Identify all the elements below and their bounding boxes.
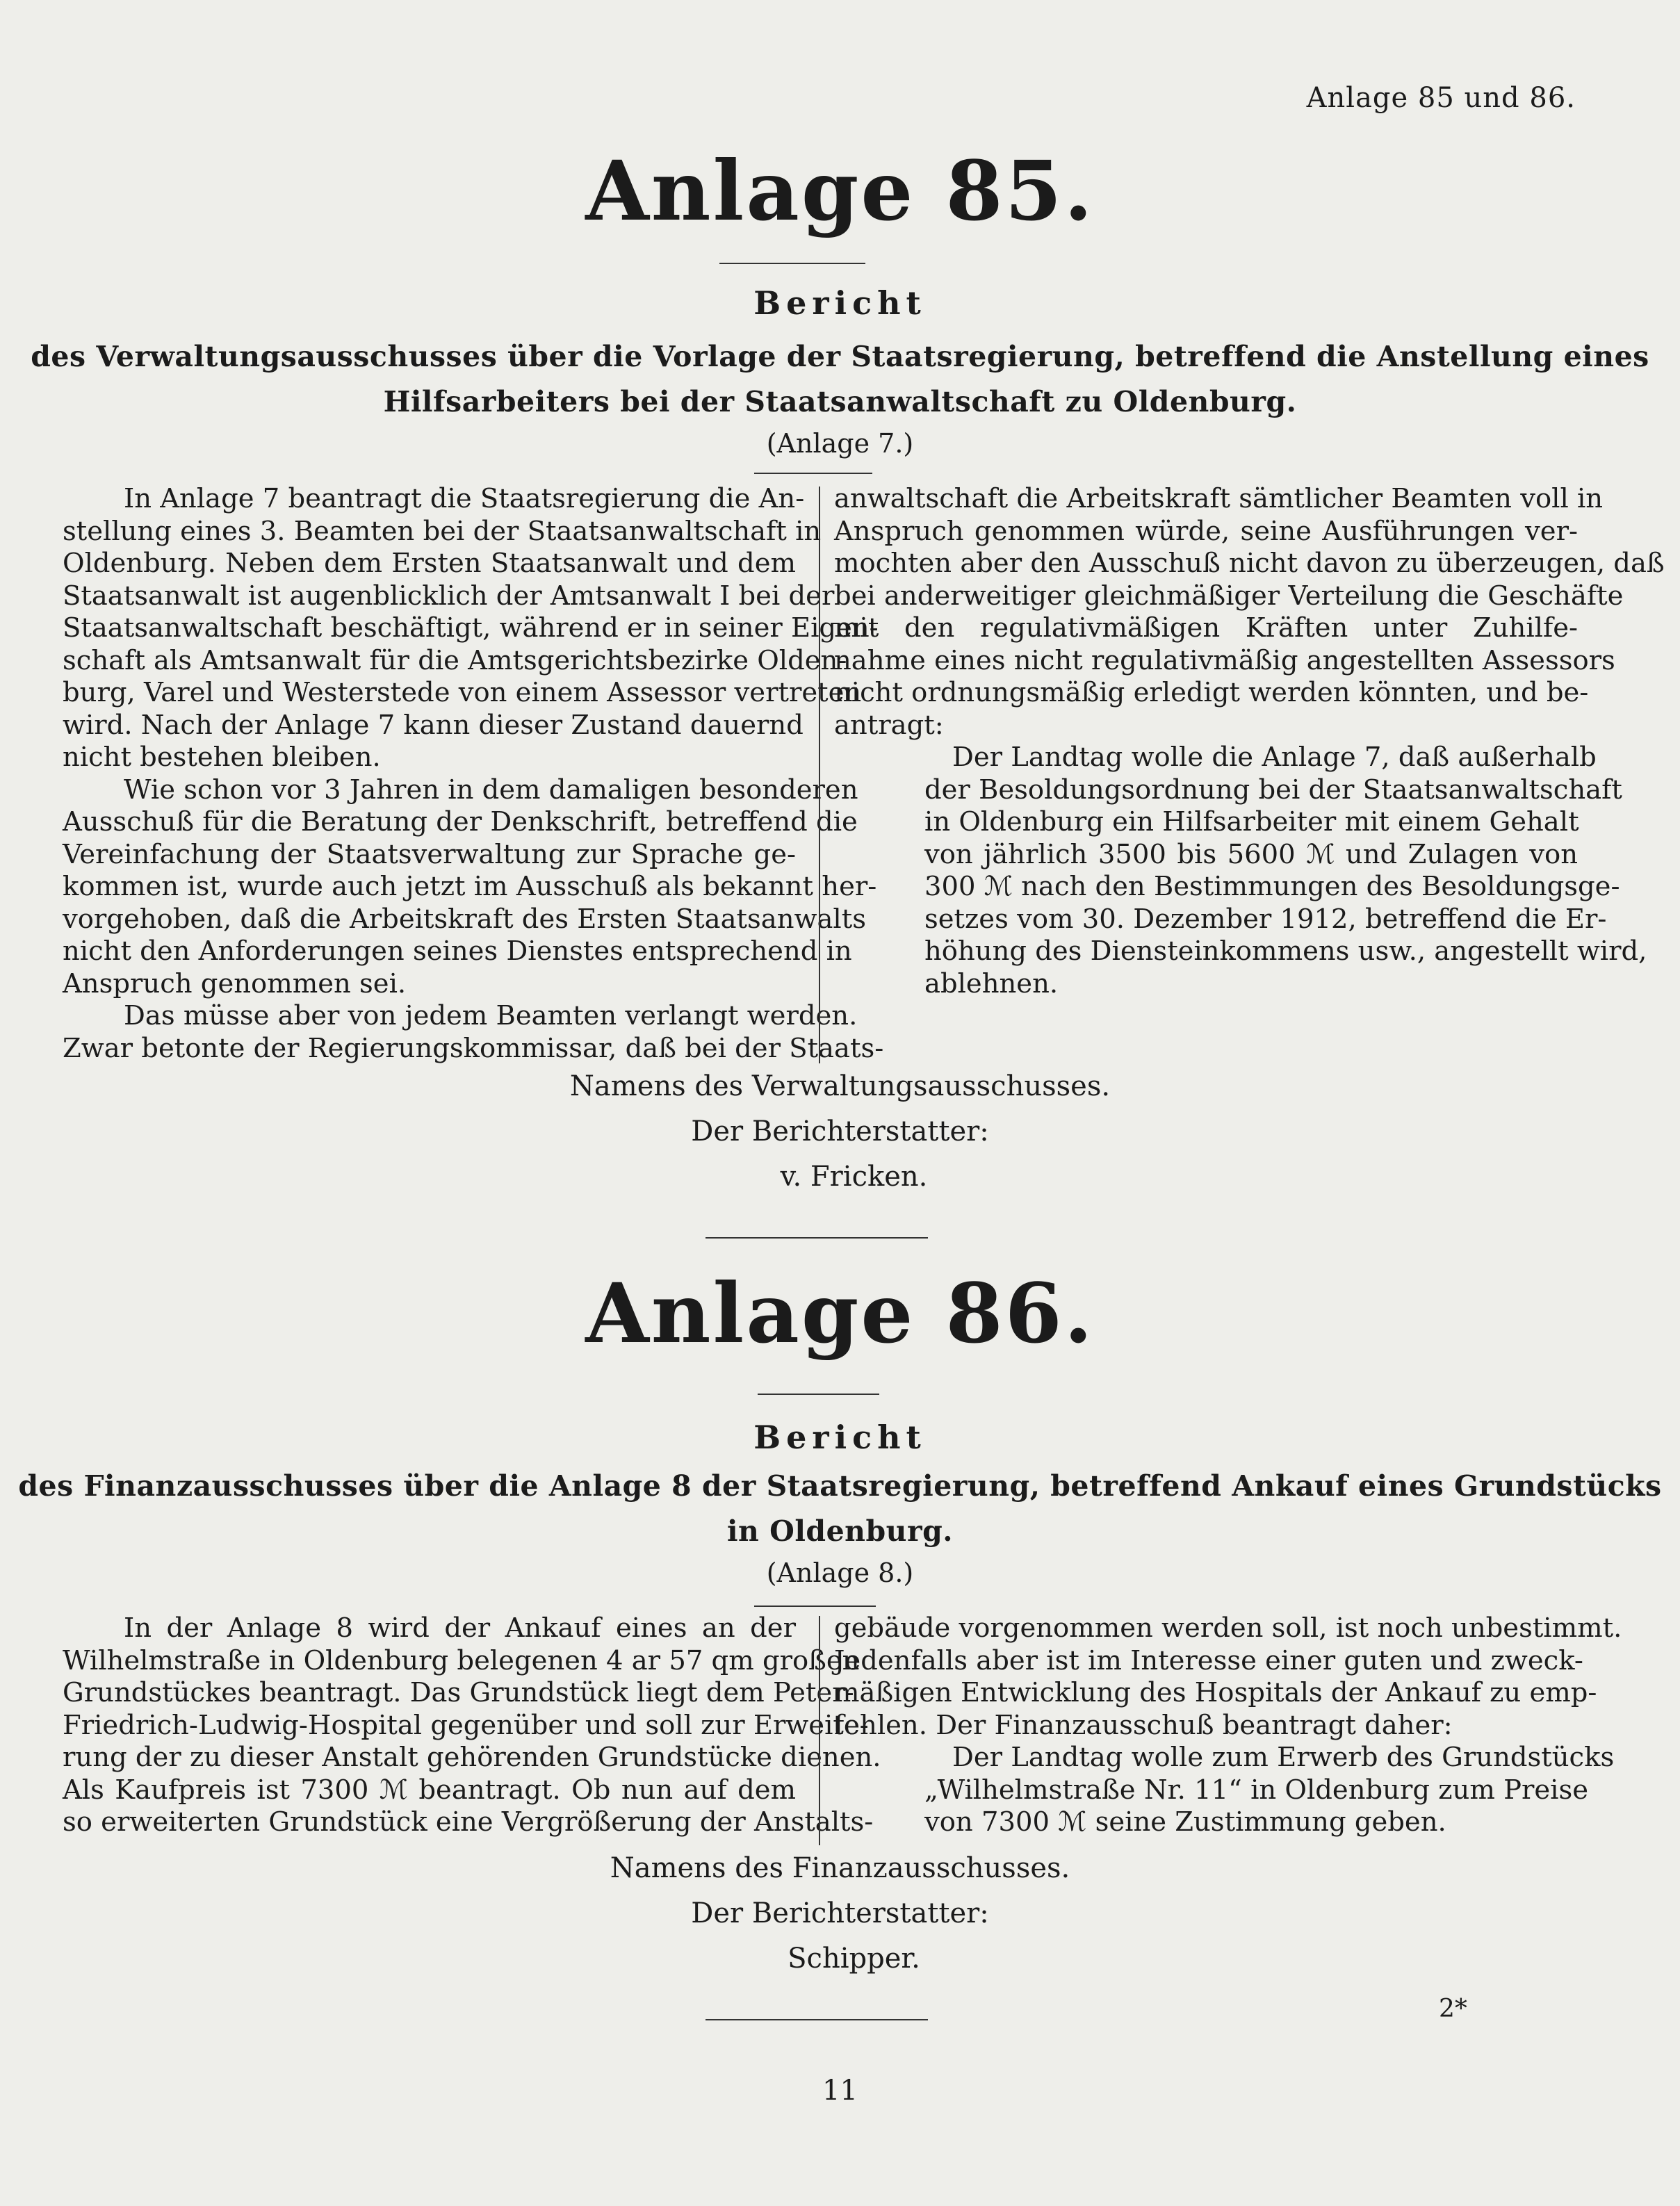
paragraph-line: so erweiterten Grundstück eine Vergrößerung der Anstalts- xyxy=(63,1806,874,1838)
paragraph-line: Ausschuß für die Beratung der Denkschrift, betreffend die xyxy=(63,806,858,838)
paragraph-line: In Anlage 7 beantragt die Staatsregierung die An- xyxy=(124,483,805,514)
anlage-85-subject-line-1: des Verwaltungsausschusses über die Vorlage der Staatsregierung, betreffend die Anstellung eines xyxy=(31,340,1649,373)
paragraph-line: burg, Varel und Westerstede von einem Assessor vertreten xyxy=(63,677,862,708)
anlage-86-bericht-heading: Bericht xyxy=(753,1419,927,1456)
paragraph-line: nicht ordnungsmäßig erledigt werden könnten, und be- xyxy=(834,677,1589,708)
paragraph-line: kommen ist, wurde auch jetzt im Ausschuß als bekannt her- xyxy=(63,871,877,902)
running-head: Anlage 85 und 86. xyxy=(1306,82,1576,114)
paragraph-line: Wie schon vor 3 Jahren in dem damaligen besonderen xyxy=(124,774,858,806)
reference-rule xyxy=(754,473,872,474)
motion-line: höhung des Diensteinkommens usw., angestellt wird, xyxy=(924,935,1647,967)
paragraph-line: Anspruch genommen würde, seine Ausführungen ver- xyxy=(834,515,1578,547)
paragraph-line: rung der zu dieser Anstalt gehörenden Grundstücke dienen. xyxy=(63,1742,881,1773)
paragraph-line: bei anderweitiger gleichmäßiger Verteilung die Geschäfte xyxy=(834,580,1624,612)
anlage-86-signature-on-behalf: Namens des Finanzausschusses. xyxy=(610,1852,1070,1884)
motion-line: von jährlich 3500 bis 5600 ℳ und Zulagen von xyxy=(924,838,1578,870)
motion-line: Der Landtag wolle die Anlage 7, daß außerhalb xyxy=(952,742,1597,773)
paragraph-line: Vereinfachung der Staatsverwaltung zur Sprache ge- xyxy=(63,838,796,870)
anlage-86-motion xyxy=(834,1742,1615,1839)
anlage-86-subject-line-1: des Finanzausschusses über die Anlage 8 der Staatsregierung, betreffend Ankauf eines Grundstücks xyxy=(18,1469,1662,1503)
paragraph-line: mäßigen Entwicklung des Hospitals der Ankauf zu emp- xyxy=(834,1677,1597,1708)
motion-line: ablehnen. xyxy=(924,967,1059,999)
paragraph-line: Oldenburg. Neben dem Ersten Staatsanwalt und dem xyxy=(63,548,796,579)
title-rule xyxy=(719,263,865,264)
paragraph-line: fehlen. Der Finanzausschuß beantragt daher: xyxy=(834,1709,1453,1741)
paragraph-line: stellung eines 3. Beamten bei der Staatsanwaltschaft in xyxy=(63,515,822,547)
paragraph-line: anwaltschaft die Arbeitskraft sämtlicher Beamten voll in xyxy=(834,483,1604,514)
paragraph-line: vorgehoben, daß die Arbeitskraft des Ersten Staatsanwalts xyxy=(63,903,866,935)
paragraph-line: Grundstückes beantragt. Das Grundstück liegt dem Peter- xyxy=(63,1677,854,1708)
paragraph-line: gebäude vorgenommen werden soll, ist noch unbestimmt. xyxy=(834,1612,1622,1644)
paragraph-line: nahme eines nicht regulativmäßig angestellten Assessors xyxy=(834,644,1615,676)
paragraph-line: antragt: xyxy=(834,709,944,741)
anlage-85-signature-on-behalf: Namens des Verwaltungsausschusses. xyxy=(569,1070,1111,1102)
anlage-86-left-column xyxy=(63,1612,881,1839)
anlage-85-motion xyxy=(834,742,1647,1000)
anlage-86-signature-role: Der Berichterstatter: xyxy=(691,1897,989,1929)
anlage-85-bericht-heading: Bericht xyxy=(753,284,927,322)
printer-signature-mark: 2* xyxy=(1439,1995,1467,2023)
motion-line: von 7300 ℳ seine Zustimmung geben. xyxy=(924,1806,1446,1838)
paragraph-line: Das müsse aber von jedem Beamten verlangt werden. xyxy=(124,1000,858,1031)
title-rule xyxy=(758,1394,879,1395)
paragraph-line: mochten aber den Ausschuß nicht davon zu überzeugen, daß xyxy=(834,548,1665,579)
paragraph-line: nicht bestehen bleiben. xyxy=(63,742,381,773)
paragraph-line: mit den regulativmäßigen Kräften unter Zuhilfe- xyxy=(834,612,1578,644)
motion-line: Der Landtag wolle zum Erwerb des Grundstücks xyxy=(952,1742,1615,1773)
section-separator-rule xyxy=(706,1237,928,1239)
paragraph-line: Zwar betonte der Regierungskommissar, daß bei der Staats- xyxy=(63,1032,884,1064)
anlage-85-left-column xyxy=(63,483,884,1065)
anlage-86-signature-name: Schipper. xyxy=(788,1943,920,1975)
paragraph-line: Jedenfalls aber ist im Interesse einer guten und zweck- xyxy=(834,1644,1583,1676)
paragraph-line: nicht den Anforderungen seines Dienstes entsprechend in xyxy=(63,935,852,967)
paragraph-line: wird. Nach der Anlage 7 kann dieser Zustand dauernd xyxy=(63,709,804,741)
paragraph-line: Staatsanwalt ist augenblicklich der Amtsanwalt I bei der xyxy=(63,580,835,612)
paragraph-line: Anspruch genommen sei. xyxy=(63,967,407,999)
anlage-86-reference: (Anlage 8.) xyxy=(766,1558,914,1588)
paragraph-line: In der Anlage 8 wird der Ankauf eines an der xyxy=(124,1612,796,1644)
anlage-85-reference: (Anlage 7.) xyxy=(766,428,914,459)
page-number: 11 xyxy=(822,2075,858,2107)
anlage-86-subject-line-2: in Oldenburg. xyxy=(726,1514,954,1548)
anlage-85-signature-role: Der Berichterstatter: xyxy=(691,1116,989,1147)
paragraph-line: Staatsanwaltschaft beschäftigt, während er in seiner Eigen- xyxy=(63,612,879,644)
reference-rule xyxy=(754,1606,876,1607)
anlage-85-subject-line-2: Hilfsarbeiters bei der Staatsanwaltschaft zu Oldenburg. xyxy=(383,385,1297,418)
anlage-85-signature-name: v. Fricken. xyxy=(780,1161,928,1193)
section-separator-rule xyxy=(706,2019,928,2020)
paragraph-line: Friedrich-Ludwig-Hospital gegenüber und soll zur Erweite- xyxy=(63,1709,869,1741)
anlage-85-title: Anlage 85. xyxy=(585,142,1095,239)
anlage-85-right-column xyxy=(834,483,1665,1000)
anlage-86-title: Anlage 86. xyxy=(585,1265,1095,1362)
column-divider xyxy=(819,487,820,1063)
motion-line: „Wilhelmstraße Nr. 11“ in Oldenburg zum Preise xyxy=(924,1774,1589,1806)
motion-line: setzes vom 30. Dezember 1912, betreffend die Er- xyxy=(924,903,1607,935)
motion-line: in Oldenburg ein Hilfsarbeiter mit einem Gehalt xyxy=(924,806,1579,838)
anlage-86-right-column xyxy=(834,1612,1622,1839)
motion-line: 300 ℳ nach den Bestimmungen des Besoldungsge- xyxy=(924,871,1620,902)
column-divider xyxy=(819,1616,820,1845)
paragraph-line: Wilhelmstraße in Oldenburg belegenen 4 ar 57 qm großen xyxy=(63,1644,860,1676)
paragraph-line: Als Kaufpreis ist 7300 ℳ beantragt. Ob nun auf dem xyxy=(63,1774,796,1806)
paragraph-line: schaft als Amtsanwalt für die Amtsgerichtsbezirke Olden- xyxy=(63,644,847,676)
motion-line: der Besoldungsordnung bei der Staatsanwaltschaft xyxy=(924,774,1622,806)
